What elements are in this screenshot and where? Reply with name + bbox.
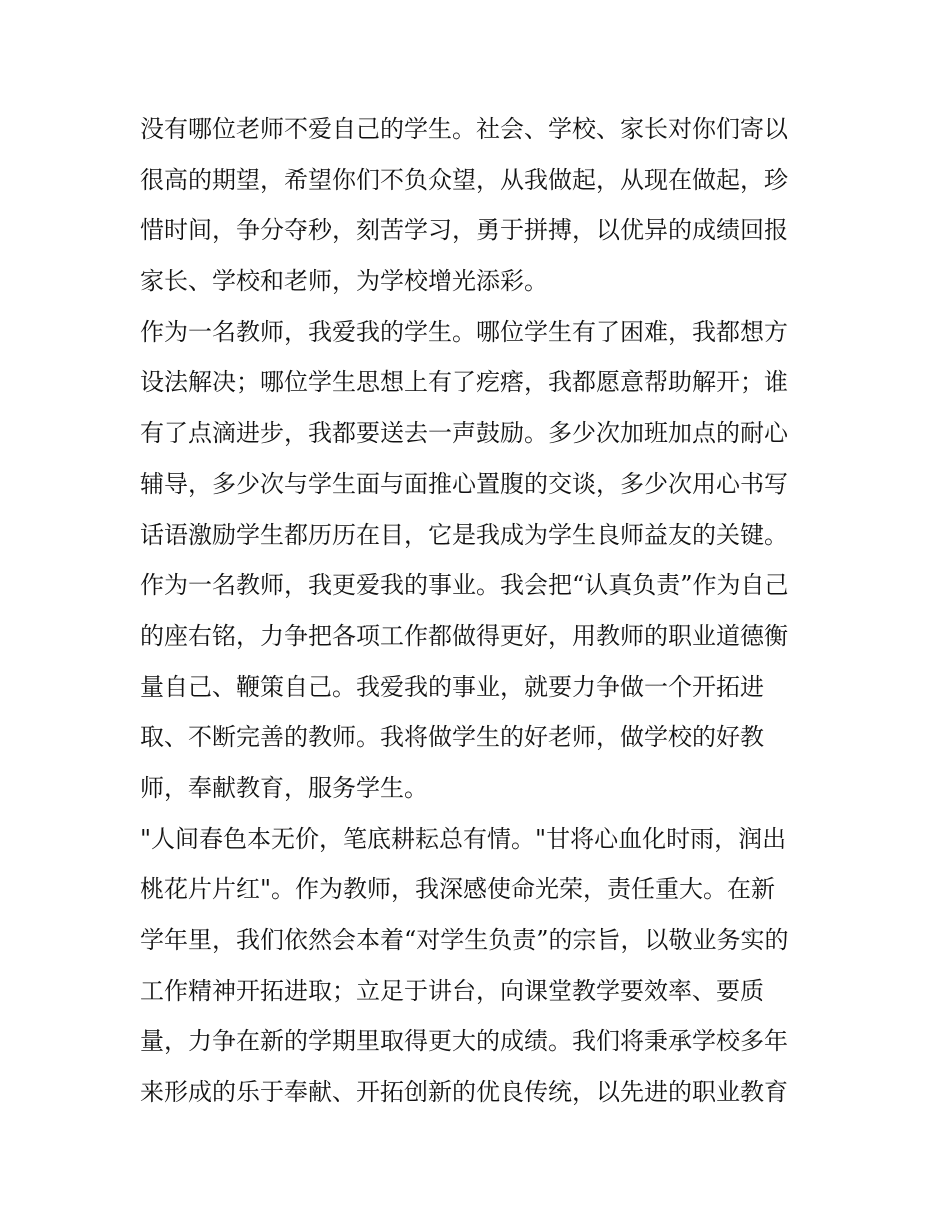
text-line: 设法解决；哪位学生思想上有了疙瘩，我都愿意帮助解开；谁 xyxy=(140,368,788,397)
text-line: 取、不断完善的教师。我将做学生的好老师，做学校的好教 xyxy=(140,723,764,752)
text-line: 作为一名教师，我爱我的学生。哪位学生有了困难，我都想方 xyxy=(140,317,788,346)
text-line: 桃花片片红"。作为教师，我深感使命光荣，责任重大。在新 xyxy=(140,875,776,904)
text-line: 来形成的乐于奉献、开拓创新的优良传统，以先进的职业教育 xyxy=(140,1078,788,1107)
text-line: 有了点滴进步，我都要送去一声鼓励。多少次加班加点的耐心 xyxy=(140,419,788,448)
text-line: 工作精神开拓进取；立足于讲台，向课堂教学要效率、要质 xyxy=(140,976,764,1005)
text-line: 没有哪位老师不爱自己的学生。社会、学校、家长对你们寄以 xyxy=(140,115,788,143)
text-line: 师，奉献教育，服务学生。 xyxy=(140,773,428,802)
text-line: "人间春色本无价，笔底耕耘总有情。"甘将心血化时雨，润出 xyxy=(140,824,787,853)
body-text xyxy=(140,104,820,1118)
text-line: 家长、学校和老师，为学校增光添彩。 xyxy=(140,267,548,296)
text-line: 很高的期望，希望你们不负众望，从我做起，从现在做起，珍 xyxy=(140,165,788,194)
text-line: 量，力争在新的学期里取得更大的成绩。我们将秉承学校多年 xyxy=(140,1027,788,1056)
text-line: 辅导，多少次与学生面与面推心置腹的交谈，多少次用心书写 xyxy=(140,469,788,498)
text-line: 惜时间，争分夺秒，刻苦学习，勇于拼搏，以优异的成绩回报 xyxy=(140,216,788,245)
text-line: 话语激励学生都历历在目，它是我成为学生良师益友的关键。 xyxy=(140,520,788,549)
text-line: 的座右铭，力争把各项工作都做得更好，用教师的职业道德衡 xyxy=(140,621,788,650)
text-line: 量自己、鞭策自己。我爱我的事业，就要力争做一个开拓进 xyxy=(140,672,764,701)
text-line: 学年里，我们依然会本着“对学生负责”的宗旨，以敬业务实的 xyxy=(140,926,789,954)
text-line: 作为一名教师，我更爱我的事业。我会把“认真负责”作为自己 xyxy=(140,571,789,600)
